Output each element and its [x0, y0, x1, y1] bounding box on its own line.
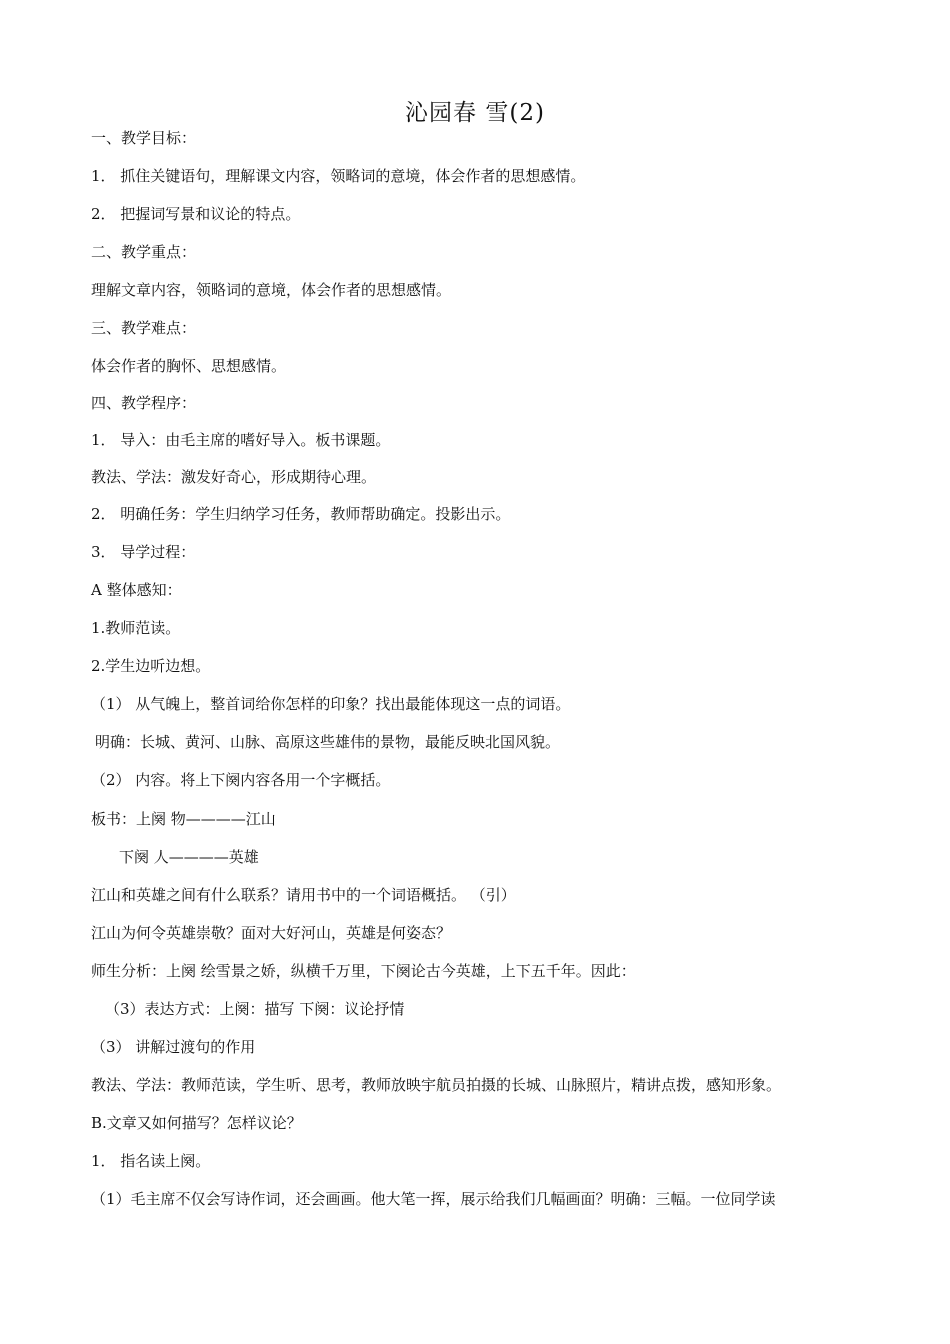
objective-1: 1． 抓住关键语句，理解课文内容，领略词的意境，体会作者的思想感情。	[91, 167, 586, 185]
expression-methods: （3）表达方式：上阕：描写 下阕：议论抒情	[105, 1000, 405, 1018]
key-point-text: 理解文章内容，领略词的意境，体会作者的思想感情。	[91, 281, 452, 299]
objective-2: 2． 把握词写景和议论的特点。	[91, 205, 301, 223]
difficulty-text: 体会作者的胸怀、思想感情。	[91, 357, 287, 375]
section-heading-key-points: 二、教学重点：	[91, 243, 197, 261]
board-note-lower: 下阕 人————英雄	[119, 848, 259, 866]
read-upper-stanza: 1． 指名读上阕。	[91, 1152, 211, 1170]
section-heading-objectives: 一、教学目标：	[91, 129, 197, 147]
method-note-1: 教法、学法：激发好奇心，形成期待心理。	[91, 468, 377, 486]
analysis-text: 师生分析：上阕 绘雪景之娇，纵横千万里，下阕论古今英雄，上下五千年。因此：	[91, 962, 636, 980]
question-attitude: 江山为何令英雄崇敬？面对大好河山，英雄是何姿态？	[91, 924, 452, 942]
question-2: （2） 内容。将上下阕内容各用一个字概括。	[91, 771, 391, 789]
procedure-step-1: 1． 导入：由毛主席的嗜好导入。板书课题。	[91, 431, 391, 449]
transition-sentence: （3） 讲解过渡句的作用	[91, 1038, 256, 1056]
list-item-student-thinking: 2.学生边听边想。	[91, 657, 211, 675]
list-item-teacher-reading: 1.教师范读。	[91, 619, 181, 637]
section-heading-difficulties: 三、教学难点：	[91, 319, 197, 337]
subsection-a: A 整体感知：	[91, 581, 182, 599]
answer-1: 明确：长城、黄河、山脉、高原这些雄伟的景物，最能反映北国风貌。	[95, 733, 561, 751]
procedure-step-2: 2． 明确任务：学生归纳学习任务，教师帮助确定。投影出示。	[91, 505, 511, 523]
board-note-upper: 板书：上阕 物————江山	[91, 810, 276, 828]
subsection-b: B.文章又如何描写？怎样议论？	[91, 1114, 302, 1132]
question-1: （1） 从气魄上，整首词给你怎样的印象？找出最能体现这一点的词语。	[91, 695, 571, 713]
question-link: 江山和英雄之间有什么联系？请用书中的一个词语概括。 （引）	[91, 886, 516, 904]
procedure-step-3: 3． 导学过程：	[91, 543, 196, 561]
method-note-2: 教法、学法：教师范读，学生听、思考，教师放映宇航员拍摄的长城、山脉照片，精讲点拨，感知形象。	[91, 1076, 782, 1094]
page-title: 沁园春 雪(2)	[405, 100, 545, 126]
section-heading-procedure: 四、教学程序：	[91, 394, 197, 412]
question-paintings: （1）毛主席不仅会写诗作词，还会画画。他大笔一挥，展示给我们几幅画面？明确：三幅。一位同学读	[91, 1190, 776, 1208]
